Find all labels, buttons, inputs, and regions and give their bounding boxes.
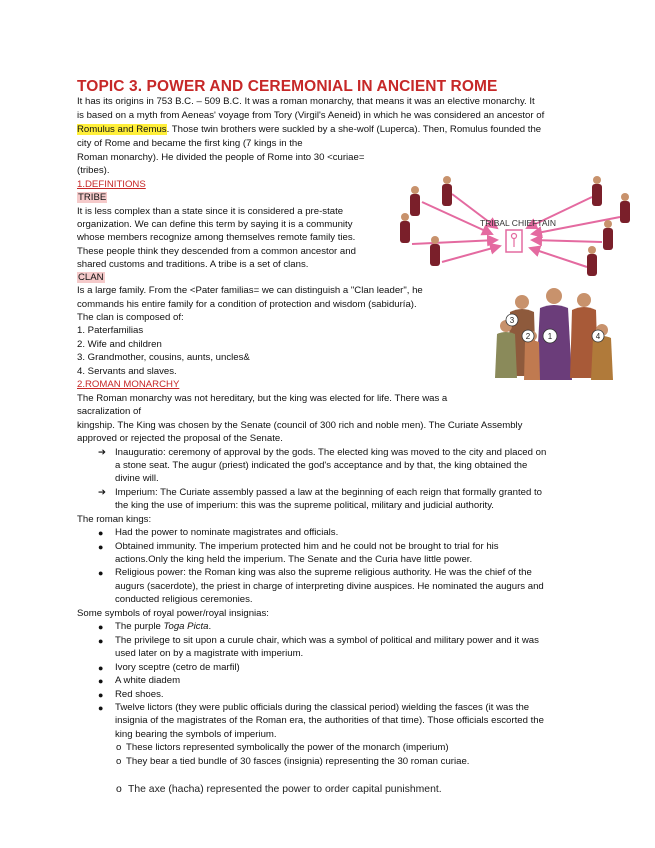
symbol-item: Ivory sceptre (cetro de marfil)	[115, 662, 240, 673]
clan-badge-2: 2	[525, 332, 531, 341]
inauguratio-line: divine will.	[115, 473, 159, 484]
symbol-item	[115, 621, 211, 633]
section-heading-definitions: 1.DEFINITIONS	[77, 179, 146, 190]
clan-line: Is a large family. From the <Pater familias= we can distinguish a "Clan leader", he	[77, 285, 423, 296]
kings-item: Obtained immunity. The imperium protected him and he could not be brought to trial for his	[115, 541, 499, 552]
kings-label: The roman kings:	[77, 514, 152, 525]
symbol-item: The privilege to sit upon a curule chair, which was a symbol of political and military power and it was	[115, 635, 539, 646]
kings-item: Had the power to nominate magistrates and officials.	[115, 527, 339, 538]
monarchy-line: kingship. The King was chosen by the Senate (council of 300 rich and noble men). The Curiate Assembly	[77, 420, 523, 431]
tribal-chieftain-diagram	[392, 172, 642, 282]
figure-caption: TRIBAL CHIEFTAIN	[480, 218, 557, 228]
clan-list-item: 4. Servants and slaves.	[77, 366, 177, 377]
clan-badge-1: 1	[547, 332, 553, 341]
kings-item: actions.Only the king held the imperium. The Senate and the Curia have little power.	[115, 554, 473, 565]
intro-line: is based on a myth from Aeneas' voyage from Tory (Virgil's Aeneid) in which he was considered an ancestor of	[77, 110, 545, 121]
bullet: ●	[98, 528, 104, 538]
monarchy-line: approved or rejected the proposal of the Senate.	[77, 433, 283, 444]
section-heading-monarchy: 2.ROMAN MONARCHY	[77, 379, 180, 390]
tribe-line: These people think they descended from a common ancestor and	[77, 246, 356, 257]
clan-line: commands his entire family for a condition of protection and wisdom (sabiduría).	[77, 299, 417, 310]
toga-picta-text: Toga Picta	[163, 621, 209, 632]
intro-line-text: . Those twin brothers were suckled by a she-wolf (Luperca). Then, Romulus founded the	[166, 124, 542, 135]
tribe-line: It is less complex than a state since it is considered a pre-state	[77, 206, 344, 217]
sub-bullet: o	[116, 756, 122, 767]
arrow-bullet: ➔	[98, 487, 107, 498]
lictor-subitem: They bear a tied bundle of 30 fasces (insignia) representing the 30 roman curiae.	[126, 756, 470, 767]
symbol-item: Twelve lictors (they were public officials during the classical period) wielding the fasces (it was the	[115, 702, 530, 713]
kings-item: Religious power: the Roman king was also the supreme religious authority. He was the chief of the	[115, 567, 532, 578]
sub-bullet: o	[116, 784, 122, 795]
intro-line: It has its origins in 753 B.C. – 509 B.C. It was a roman monarchy, that means it was an elective monarchy. It	[77, 96, 535, 107]
highlighted-name: Romulus and Remus	[77, 124, 167, 135]
bullet: ●	[98, 676, 104, 686]
clan-list-item: 3. Grandmother, cousins, aunts, uncles&	[77, 352, 250, 363]
kings-item: conducted religious ceremonies.	[115, 594, 253, 605]
lictor-subitem: The axe (hacha) represented the power to order capital punishment.	[128, 784, 442, 795]
monarchy-line: sacralization of	[77, 406, 141, 417]
symbol-item: insignia of the magistrates of the Roman era, the authorities of that time). Those officials escorted the	[115, 715, 544, 726]
inauguratio-line: Inauguratio: ceremony of approval by the gods. The elected king was moved to the city and placed on	[115, 447, 547, 458]
bullet: ●	[98, 542, 104, 552]
tribe-line: whose members recognize among themselves remote family ties.	[77, 232, 356, 243]
imperium-line: Imperium: The Curiate assembly passed a law at the beginning of each reign that formally granted to	[115, 487, 542, 498]
intro-line: city of Rome and became the first king (7 kings in the	[77, 138, 303, 149]
intro-line	[77, 124, 541, 136]
clan-badge-3: 3	[509, 316, 515, 325]
symbols-label: Some symbols of royal power/royal insignias:	[77, 608, 269, 619]
symbol-text: The purple	[115, 621, 164, 632]
clan-list-item: 1. Paterfamilias	[77, 325, 144, 336]
bullet: ●	[98, 568, 104, 578]
tribe-line: shared customs and traditions. A tribe is a set of clans.	[77, 259, 309, 270]
clan-badge-4: 4	[595, 332, 601, 341]
symbol-item: king bearing the symbols of imperium.	[115, 729, 277, 740]
symbol-item: Red shoes.	[115, 689, 164, 700]
symbol-item: A white diadem	[115, 675, 181, 686]
roman-family-illustration	[492, 284, 617, 384]
intro-line: (tribes).	[77, 165, 110, 176]
clan-label: CLAN	[78, 272, 104, 283]
kings-item: augurs (sacerdote), the priest in charge of interpreting divine auspices. He nominated the augurs and	[115, 581, 544, 592]
bullet: ●	[98, 636, 104, 646]
intro-line: Roman monarchy). He divided the people of Rome into 30 <curiae=	[77, 152, 365, 163]
arrow-bullet: ➔	[98, 447, 107, 458]
monarchy-line: The Roman monarchy was not hereditary, but the king was elected for life. There was a	[77, 393, 448, 404]
clan-line: The clan is composed of:	[77, 312, 184, 323]
inauguratio-line: a stone seat. The augur (priest) indicated the god's acceptance and by that, the king obtained the	[115, 460, 528, 471]
lictor-subitem: These lictors represented symbolically the power of the monarch (imperium)	[126, 742, 449, 753]
bullet: ●	[98, 703, 104, 713]
sub-bullet: o	[116, 742, 122, 753]
bullet: ●	[98, 663, 104, 673]
symbol-text: .	[208, 621, 212, 632]
bullet: ●	[98, 690, 104, 700]
page-title: TOPIC 3. POWER AND CEREMONIAL IN ANCIENT ROME	[77, 78, 498, 95]
imperium-line: the king the use of imperium: this was the supreme political, military and judicial authority.	[115, 500, 494, 511]
tribe-line: organization. We can define this term by saying it is a community	[77, 219, 353, 230]
bullet: ●	[98, 622, 104, 632]
tribe-label: TRIBE	[78, 192, 107, 203]
symbol-item: used later on by a magistrate with imperium.	[115, 648, 304, 659]
clan-list-item: 2. Wife and children	[77, 339, 162, 350]
